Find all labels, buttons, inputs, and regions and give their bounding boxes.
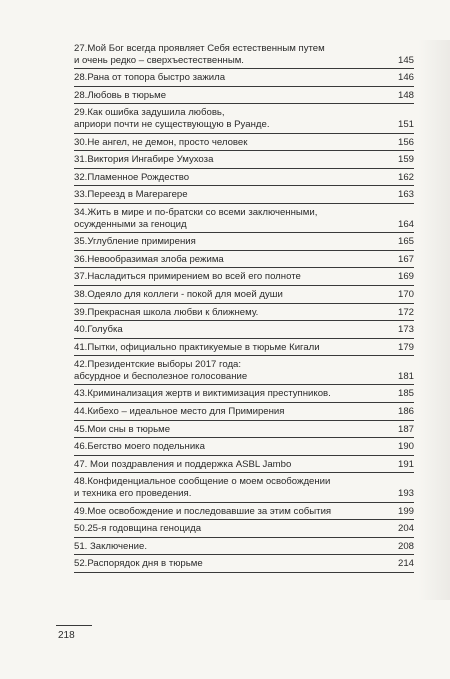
toc-entry <box>74 385 414 403</box>
toc-entry-page-number: 172 <box>397 306 414 318</box>
toc-entry-page-number: 148 <box>397 89 414 101</box>
toc-entry-title-line: и очень редко – сверхъестественным. <box>74 54 244 66</box>
toc-entry <box>74 438 414 456</box>
toc-entry-title-line: 28.Рана от топора быстро зажила <box>74 72 226 84</box>
toc-entry-page-number: 214 <box>397 558 414 570</box>
toc-entry-title-line: осужденными за геноцид <box>74 218 187 230</box>
toc-entry <box>74 538 414 556</box>
toc-entry <box>74 268 414 286</box>
toc-entry-title-line: 37.Насладиться примирением во всей его полноте <box>74 271 301 283</box>
toc-entry <box>74 233 414 251</box>
toc-entry <box>74 134 414 152</box>
toc-entry-title-line: 49.Мое освобождение и последовавшие за этим события <box>74 505 332 517</box>
toc-entry <box>74 186 414 204</box>
toc-entry-title-line: 48.Конфиденциальное сообщение о моем освобождении <box>74 476 331 488</box>
toc-entry <box>74 421 414 439</box>
toc-entry-title-line: 43.Криминализация жертв и виктимизация преступников. <box>74 388 331 400</box>
toc-entry-page-number: 190 <box>397 441 414 453</box>
toc-entry-page-number: 186 <box>397 406 414 418</box>
footer-rule <box>56 625 92 626</box>
toc-entry-page-number: 181 <box>397 370 414 382</box>
toc-entry <box>74 403 414 421</box>
toc-entry-title-line: 51. Заключение. <box>74 540 148 552</box>
toc-entry-title-line: 44.Кибехо – идеальное место для Примирения <box>74 406 285 418</box>
toc-entry-page-number: 165 <box>397 236 414 248</box>
toc-entry-title-line: 33.Переезд в Магерагере <box>74 189 188 201</box>
toc-entry-page-number: 208 <box>397 540 414 552</box>
toc-entry-page-number: 164 <box>397 218 414 230</box>
show-through-shadow <box>418 40 450 600</box>
toc-entry-page-number: 185 <box>397 388 414 400</box>
toc-entry-page-number: 151 <box>397 118 414 130</box>
toc-entry <box>74 520 414 538</box>
toc-entry <box>74 456 414 474</box>
toc-entry <box>74 69 414 87</box>
toc-entry-page-number: 179 <box>397 341 414 353</box>
toc-entry-title-line: 27.Мой Бог всегда проявляет Себя естественным путем <box>74 43 325 54</box>
toc-entry <box>74 204 414 233</box>
toc-entry-page-number: 156 <box>397 136 414 148</box>
toc-entry <box>74 40 414 69</box>
toc-entry <box>74 151 414 169</box>
toc-entry <box>74 304 414 322</box>
toc-entry-title-line: 46.Бегство моего подельника <box>74 441 205 453</box>
toc-entry-page-number: 159 <box>397 154 414 166</box>
toc-entry <box>74 169 414 187</box>
toc-entry-title-line: 41.Пытки, официально практикуемые в тюрьме Кигали <box>74 341 320 353</box>
toc-entry-title-line: 40.Голубка <box>74 324 123 336</box>
toc-entry-title-line: 29.Как ошибка задушила любовь, <box>74 107 225 119</box>
toc-entry-title-line: 52.Распорядок дня в тюрьме <box>74 558 203 570</box>
toc-entry-title-line: 39.Прекрасная школа любви к ближнему. <box>74 306 259 318</box>
toc-entry-page-number: 145 <box>397 54 414 66</box>
toc-entry-title-line: априори почти не существующую в Руанде. <box>74 118 270 130</box>
toc-entry <box>74 321 414 339</box>
toc-entry-title-line: 38.Одеяло для коллеги - покой для моей души <box>74 288 283 300</box>
toc-entry-title-line: 35.Углубление примирения <box>74 236 196 248</box>
toc-entry-page-number: 204 <box>397 523 414 535</box>
toc-entry-title-line: 45.Мои сны в тюрьме <box>74 423 171 435</box>
toc-entry-title-line: 28.Любовь в тюрьме <box>74 89 167 101</box>
toc-entry <box>74 251 414 269</box>
toc-entry-page-number: 169 <box>397 271 414 283</box>
toc-entry-title-line: 30.Не ангел, не демон, просто человек <box>74 136 248 148</box>
page-number: 218 <box>58 630 75 641</box>
toc-entry-page-number: 162 <box>397 171 414 183</box>
toc-entry-page-number: 191 <box>397 458 414 470</box>
toc-entry <box>74 339 414 357</box>
toc-entry <box>74 503 414 521</box>
toc-entry-page-number: 163 <box>397 189 414 201</box>
toc-entry-title-line: 34.Жить в мире и по-братски со всеми заключенными, <box>74 206 318 218</box>
toc-entry <box>74 356 414 385</box>
table-of-contents <box>74 40 414 573</box>
toc-entry-page-number: 167 <box>397 253 414 265</box>
toc-entry-title-line: 36.Невообразимая злоба режима <box>74 253 224 265</box>
toc-entry-title-line: 32.Пламенное Рождество <box>74 171 190 183</box>
toc-entry-page-number: 199 <box>397 505 414 517</box>
toc-entry <box>74 286 414 304</box>
toc-entry-title-line: 31.Виктория Ингабире Умухоза <box>74 154 214 166</box>
toc-entry <box>74 87 414 105</box>
toc-entry-title-line: 50.25-я годовщина геноцида <box>74 523 202 535</box>
toc-entry-page-number: 173 <box>397 324 414 336</box>
toc-entry <box>74 473 414 502</box>
toc-entry <box>74 104 414 133</box>
toc-entry-page-number: 187 <box>397 423 414 435</box>
toc-entry-page-number: 146 <box>397 72 414 84</box>
toc-entry-page-number: 170 <box>397 288 414 300</box>
toc-entry-title-line: 42.Президентские выборы 2017 года: <box>74 359 242 371</box>
toc-entry <box>74 555 414 573</box>
toc-entry-title-line: и техника его проведения. <box>74 488 192 500</box>
toc-entry-title-line: абсурдное и бесполезное голосование <box>74 370 248 382</box>
toc-entry-page-number: 193 <box>397 488 414 500</box>
toc-entry-title-line: 47. Мои поздравления и поддержка ASBL Jambo <box>74 458 292 470</box>
